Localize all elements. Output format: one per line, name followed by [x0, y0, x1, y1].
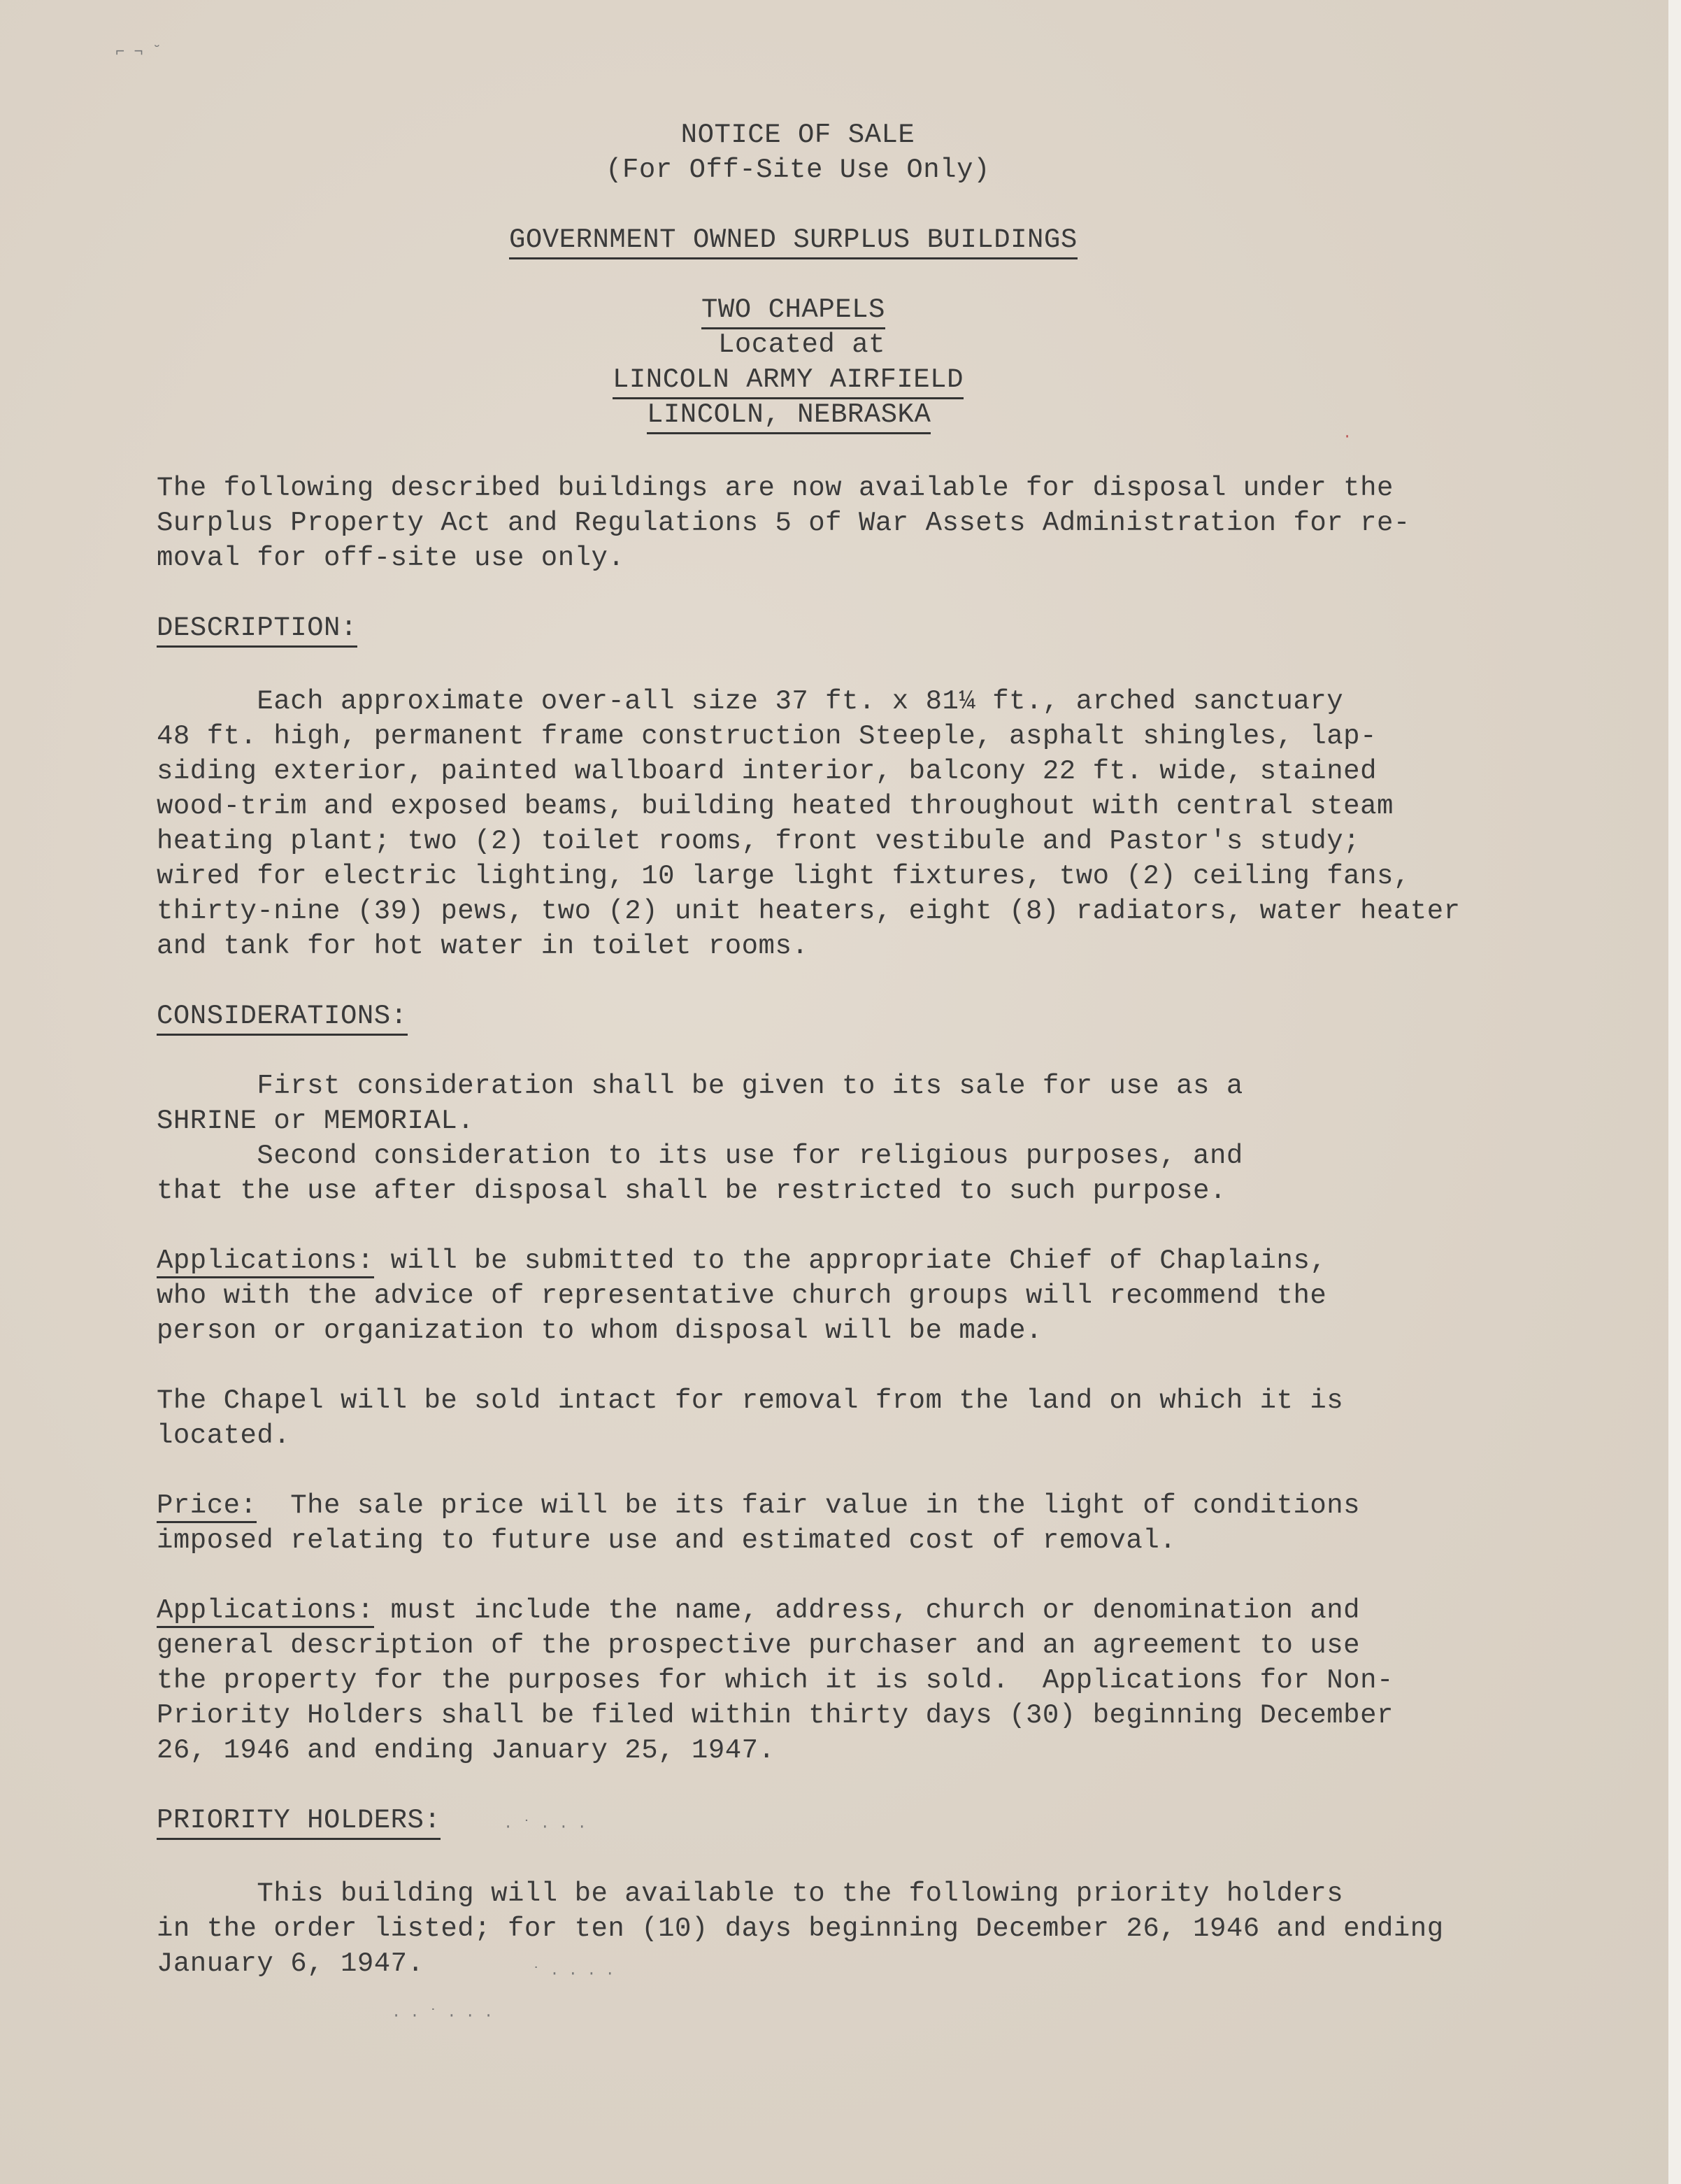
text-line: Applications: must include the name, address, church or denomination and: [157, 1593, 1360, 1628]
text-line: wired for electric lighting, 10 large light fixtures, two (2) ceiling fans,: [157, 861, 1410, 892]
city-name: LINCOLN, NEBRASKA: [647, 397, 931, 434]
paper-mark: · · ˙ · · ·: [392, 2007, 494, 2025]
paper-mark: ·: [1343, 428, 1352, 445]
text-line: Price: The sale price will be its fair value in the light of conditions: [157, 1488, 1360, 1523]
text-line: person or organization to whom disposal will be made.: [157, 1315, 1043, 1346]
paper-mark: ⌐ ¬ ˘: [115, 43, 162, 61]
text-line: thirty-nine (39) pews, two (2) unit heaters, eight (8) radiators, water heater: [157, 896, 1461, 927]
text-line: located.: [157, 1420, 291, 1451]
paper-mark: ˙ · · · ·: [531, 1965, 615, 1983]
applications-label: Applications:: [157, 1595, 374, 1628]
text-line: The following described buildings are now available for disposal under the: [157, 473, 1394, 504]
buildings-heading: GOVERNMENT OWNED SURPLUS BUILDINGS: [509, 222, 1078, 259]
text-line: moval for off-site use only.: [157, 543, 625, 573]
text-line: imposed relating to future use and estimated cost of removal.: [157, 1525, 1177, 1556]
notice-title: NOTICE OF SALE: [680, 120, 915, 150]
text-line: that the use after disposal shall be restricted to such purpose.: [157, 1176, 1226, 1206]
text-line: Applications: will be submitted to the appropriate Chief of Chaplains,: [157, 1243, 1326, 1278]
notice-subtitle: (For Off-Site Use Only): [606, 155, 990, 185]
text-line: This building will be available to the following priority holders: [157, 1878, 1344, 1909]
text-line: 26, 1946 and ending January 25, 1947.: [157, 1735, 775, 1766]
text-line: First consideration shall be given to its sale for use as a: [157, 1071, 1243, 1101]
text-line: SHRINE or MEMORIAL.: [157, 1106, 475, 1136]
considerations-heading: CONSIDERATIONS:: [157, 999, 408, 1036]
text-line: the property for the purposes for which it is sold. Applications for Non-: [157, 1665, 1394, 1696]
text-line: January 6, 1947.: [157, 1948, 424, 1979]
text-line: Priority Holders shall be filed within thirty days (30) beginning December: [157, 1700, 1394, 1731]
text-line: 48 ft. high, permanent frame construction Steeple, asphalt shingles, lap-: [157, 721, 1377, 752]
text-line: wood-trim and exposed beams, building heated throughout with central steam: [157, 791, 1394, 822]
text-line: Second consideration to its use for religious purposes, and: [157, 1141, 1243, 1171]
text-line: heating plant; two (2) toilet rooms, front vestibule and Pastor's study;: [157, 826, 1361, 857]
paper-edge: [1668, 0, 1681, 2184]
located-at: Located at: [718, 329, 886, 360]
text-line: siding exterior, painted wallboard interior, balcony 22 ft. wide, stained: [157, 756, 1377, 787]
description-heading: DESCRIPTION:: [157, 611, 357, 648]
paper-mark: · ˙ · · ·: [503, 1818, 587, 1836]
applications-label: Applications:: [157, 1246, 374, 1278]
airfield-name: LINCOLN ARMY AIRFIELD: [613, 362, 964, 399]
item-heading: TWO CHAPELS: [701, 292, 885, 329]
priority-heading: PRIORITY HOLDERS:: [157, 1803, 441, 1840]
text-line: Surplus Property Act and Regulations 5 of War Assets Administration for re-: [157, 508, 1410, 538]
text-line: and tank for hot water in toilet rooms.: [157, 931, 809, 962]
text-line: The Chapel will be sold intact for removal from the land on which it is: [157, 1385, 1344, 1416]
text-line: Each approximate over-all size 37 ft. x 81¼ ft., arched sanctuary: [157, 686, 1344, 717]
text-line: general description of the prospective purchaser and an agreement to use: [157, 1630, 1361, 1661]
text-line: who with the advice of representative church groups will recommend the: [157, 1280, 1327, 1311]
text-line: in the order listed; for ten (10) days beginning December 26, 1946 and ending: [157, 1913, 1444, 1944]
price-label: Price:: [157, 1490, 257, 1523]
